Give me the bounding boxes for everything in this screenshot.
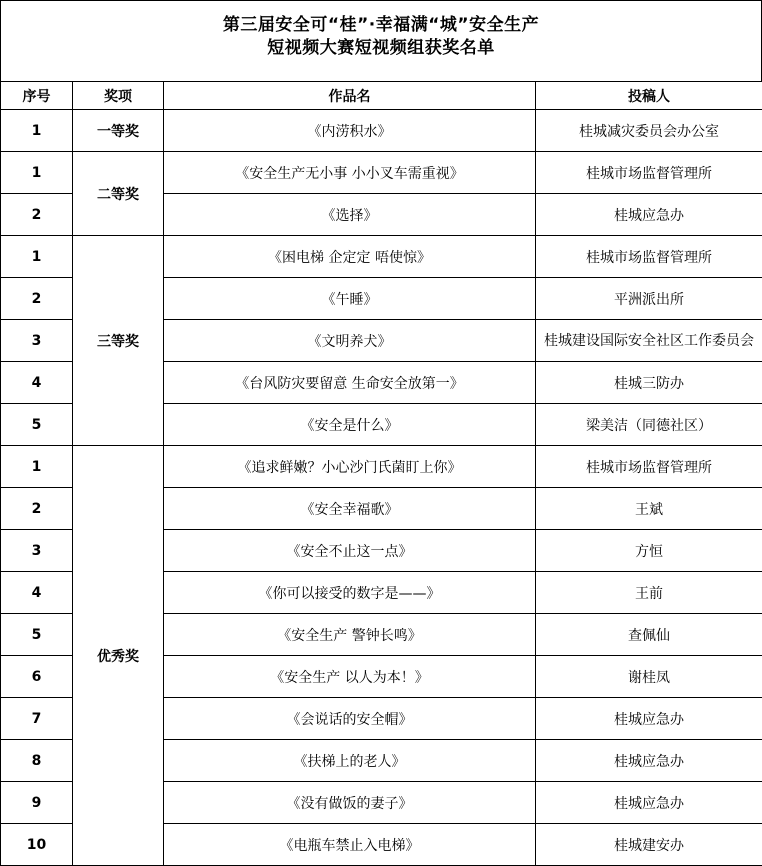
submitter-cell: 桂城建安办 — [536, 824, 762, 866]
submitter-cell: 方恒 — [536, 530, 762, 572]
submitter-cell: 谢桂凤 — [536, 656, 762, 698]
submitter-cell: 平洲派出所 — [536, 278, 762, 320]
seq-cell: 1 — [1, 110, 73, 152]
table-row — [1, 152, 762, 194]
work-cell: 《安全生产 以人为本！》 — [164, 656, 536, 698]
header-award: 奖项 — [73, 82, 164, 110]
submitter-cell: 桂城应急办 — [536, 698, 762, 740]
seq-cell: 2 — [1, 278, 73, 320]
work-cell: 《安全不止这一点》 — [164, 530, 536, 572]
seq-cell: 1 — [1, 152, 73, 194]
submitter-cell: 桂城市场监督管理所 — [536, 152, 762, 194]
seq-cell: 1 — [1, 446, 73, 488]
seq-cell: 10 — [1, 824, 73, 866]
submitter-cell: 梁美洁（同德社区） — [536, 404, 762, 446]
table-row — [1, 446, 762, 488]
title-line-1: 第三届安全可“桂”·幸福满“城”安全生产 — [222, 15, 540, 35]
header-submitter: 投稿人 — [536, 82, 762, 110]
work-cell: 《会说话的安全帽》 — [164, 698, 536, 740]
award-table — [0, 81, 762, 866]
seq-cell: 4 — [1, 572, 73, 614]
award-cell-third-prize: 三等奖 — [73, 236, 164, 446]
submitter-cell: 查佩仙 — [536, 614, 762, 656]
title-line-2: 短视频大赛短视频组获奖名单 — [267, 38, 495, 58]
submitter-cell: 桂城建设国际安全社区工作委员会 — [536, 320, 762, 362]
header-seq: 序号 — [1, 82, 73, 110]
award-cell-excellence: 优秀奖 — [73, 446, 164, 866]
seq-cell: 5 — [1, 614, 73, 656]
award-table-body — [1, 110, 762, 866]
table-row — [1, 236, 762, 278]
seq-cell: 3 — [1, 320, 73, 362]
submitter-cell: 桂城市场监督管理所 — [536, 446, 762, 488]
seq-cell: 6 — [1, 656, 73, 698]
submitter-cell: 桂城应急办 — [536, 782, 762, 824]
work-cell: 《安全生产 警钟长鸣》 — [164, 614, 536, 656]
work-cell: 《扶梯上的老人》 — [164, 740, 536, 782]
award-cell-second-prize: 二等奖 — [73, 152, 164, 236]
work-cell: 《困电梯 企定定 唔使惊》 — [164, 236, 536, 278]
header-work: 作品名 — [164, 82, 536, 110]
work-cell: 《内涝积水》 — [164, 110, 536, 152]
seq-cell: 4 — [1, 362, 73, 404]
work-cell: 《安全幸福歌》 — [164, 488, 536, 530]
work-cell: 《没有做饭的妻子》 — [164, 782, 536, 824]
seq-cell: 8 — [1, 740, 73, 782]
submitter-cell: 王前 — [536, 572, 762, 614]
work-cell: 《你可以接受的数字是——》 — [164, 572, 536, 614]
submitter-cell: 桂城应急办 — [536, 740, 762, 782]
work-cell: 《安全生产无小事 小小叉车需重视》 — [164, 152, 536, 194]
seq-cell: 2 — [1, 488, 73, 530]
header-row — [1, 82, 762, 110]
work-cell: 《文明养犬》 — [164, 320, 536, 362]
seq-cell: 1 — [1, 236, 73, 278]
award-cell-first-prize: 一等奖 — [73, 110, 164, 152]
work-cell: 《追求鲜嫩？小心沙门氏菌盯上你》 — [164, 446, 536, 488]
work-cell: 《选择》 — [164, 194, 536, 236]
work-cell: 《午睡》 — [164, 278, 536, 320]
work-cell: 《台风防灾要留意 生命安全放第一》 — [164, 362, 536, 404]
submitter-cell: 桂城市场监督管理所 — [536, 236, 762, 278]
seq-cell: 3 — [1, 530, 73, 572]
submitter-cell: 王斌 — [536, 488, 762, 530]
seq-cell: 2 — [1, 194, 73, 236]
submitter-cell: 桂城减灾委员会办公室 — [536, 110, 762, 152]
submitter-cell: 桂城应急办 — [536, 194, 762, 236]
seq-cell: 7 — [1, 698, 73, 740]
submitter-cell: 桂城三防办 — [536, 362, 762, 404]
work-cell: 《安全是什么》 — [164, 404, 536, 446]
title-block — [0, 0, 762, 82]
table-row — [1, 110, 762, 152]
seq-cell: 5 — [1, 404, 73, 446]
seq-cell: 9 — [1, 782, 73, 824]
work-cell: 《电瓶车禁止入电梯》 — [164, 824, 536, 866]
